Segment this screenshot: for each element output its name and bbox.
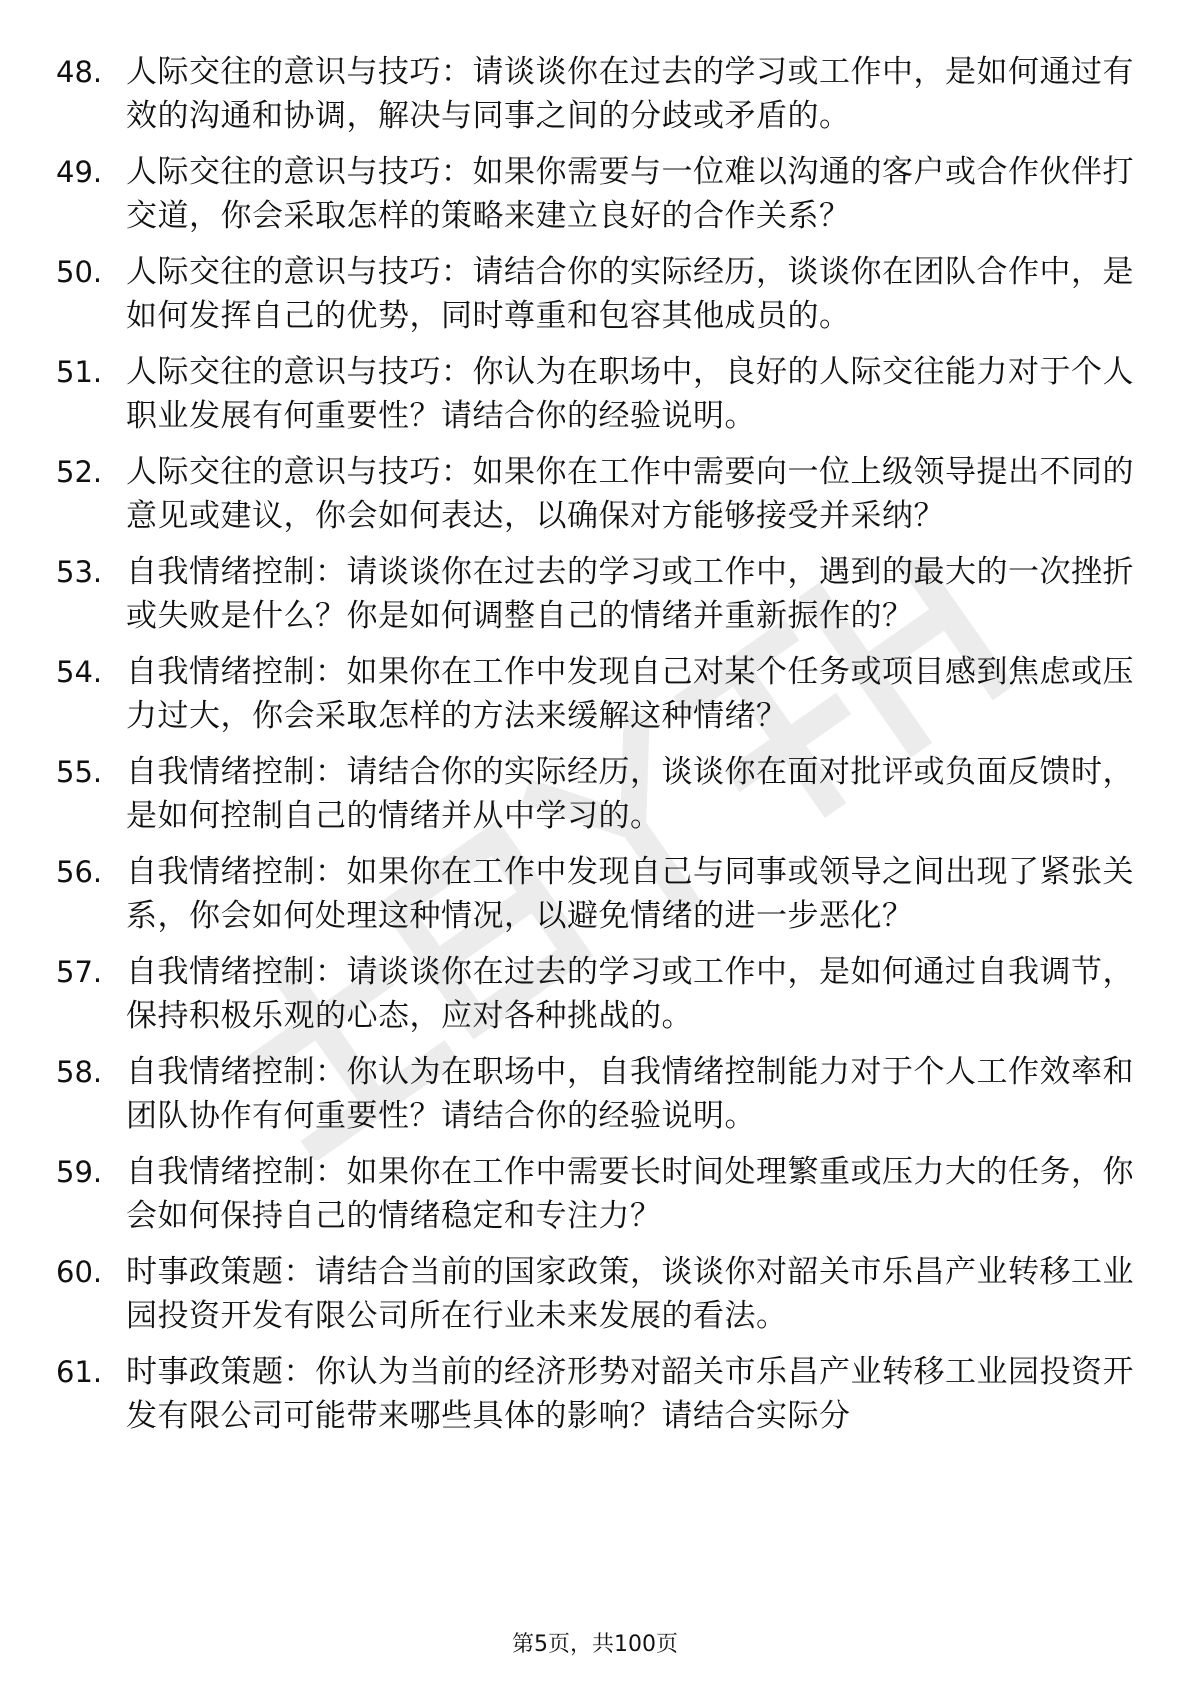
question-item [56, 550, 1136, 638]
question-text: 人际交往的意识与技巧：如果你需要与一位难以沟通的客户或合作伙伴打交道，你会采取怎样的策略来建立良好的合作关系？ [126, 154, 1134, 234]
question-text: 人际交往的意识与技巧：如果你在工作中需要向一位上级领导提出不同的意见或建议，你会如何表达，以确保对方能够接受并采纳？ [126, 454, 1134, 534]
question-number: 53. [56, 555, 103, 589]
question-number: 58. [56, 1055, 103, 1089]
question-item [56, 1050, 1136, 1138]
question-item [56, 850, 1136, 938]
question-text: 自我情绪控制：请谈谈你在过去的学习或工作中，是如何通过自我调节，保持积极乐观的心态，应对各种挑战的。 [126, 954, 1134, 1034]
question-item [56, 950, 1136, 1038]
question-list [56, 50, 1136, 1450]
question-item [56, 150, 1136, 238]
question-text: 自我情绪控制：如果你在工作中发现自己对某个任务或项目感到焦虑或压力过大，你会采取怎样的方法来缓解这种情绪？ [126, 654, 1134, 734]
question-number: 54. [56, 655, 103, 689]
question-number: 55. [56, 755, 103, 789]
question-number: 49. [56, 155, 103, 189]
question-text: 时事政策题：请结合当前的国家政策，谈谈你对韶关市乐昌产业转移工业园投资开发有限公司所在行业未来发展的看法。 [126, 1254, 1134, 1334]
question-item [56, 250, 1136, 338]
question-item [56, 450, 1136, 538]
question-item [56, 350, 1136, 438]
question-text: 人际交往的意识与技巧：请结合你的实际经历，谈谈你在团队合作中，是如何发挥自己的优势，同时尊重和包容其他成员的。 [126, 254, 1134, 334]
question-item [56, 50, 1136, 138]
question-text: 自我情绪控制：如果你在工作中发现自己与同事或领导之间出现了紧张关系，你会如何处理这种情况，以避免情绪的进一步恶化？ [126, 854, 1134, 934]
question-text: 自我情绪控制：请结合你的实际经历，谈谈你在面对批评或负面反馈时，是如何控制自己的情绪并从中学习的。 [126, 754, 1134, 834]
question-number: 57. [56, 955, 103, 989]
question-number: 52. [56, 455, 103, 489]
question-item [56, 1150, 1136, 1238]
question-number: 51. [56, 355, 103, 389]
question-number: 50. [56, 255, 103, 289]
question-text: 时事政策题：你认为当前的经济形势对韶关市乐昌产业转移工业园投资开发有限公司可能带来哪些具体的影响？请结合实际分 [126, 1354, 1134, 1434]
question-item [56, 1250, 1136, 1338]
question-text: 自我情绪控制：你认为在职场中，自我情绪控制能力对于个人工作效率和团队协作有何重要性？请结合你的经验说明。 [126, 1054, 1134, 1134]
page-footer: 第5页，共100页 [512, 1632, 678, 1657]
question-item [56, 750, 1136, 838]
question-number: 56. [56, 855, 103, 889]
question-number: 60. [56, 1255, 103, 1289]
question-item [56, 1350, 1136, 1438]
question-text: 人际交往的意识与技巧：请谈谈你在过去的学习或工作中，是如何通过有效的沟通和协调，解决与同事之间的分歧或矛盾的。 [126, 54, 1134, 134]
question-number: 59. [56, 1155, 103, 1189]
question-number: 48. [56, 55, 103, 89]
question-text: 自我情绪控制：如果你在工作中需要长时间处理繁重或压力大的任务，你会如何保持自己的情绪稳定和专注力？ [126, 1154, 1134, 1234]
question-number: 61. [56, 1355, 103, 1389]
question-text: 自我情绪控制：请谈谈你在过去的学习或工作中，遇到的最大的一次挫折或失败是什么？你是如何调整自己的情绪并重新振作的？ [126, 554, 1134, 634]
question-text: 人际交往的意识与技巧：你认为在职场中，良好的人际交往能力对于个人职业发展有何重要性？请结合你的经验说明。 [126, 354, 1134, 434]
question-item [56, 650, 1136, 738]
